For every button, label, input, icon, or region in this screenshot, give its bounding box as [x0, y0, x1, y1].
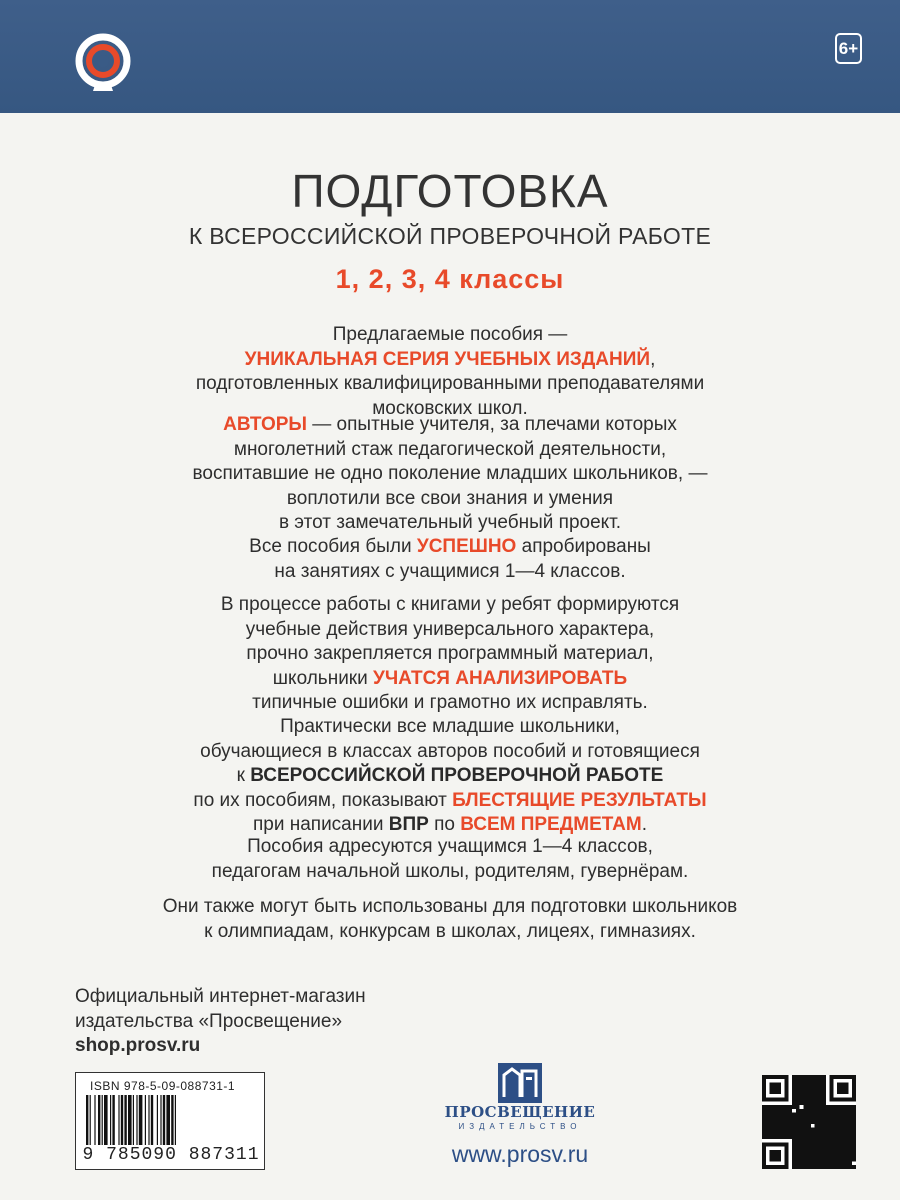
- text-line: воплотили все свои знания и умения: [286, 487, 614, 509]
- page-subtitle: К ВСЕРОССИЙСКОЙ ПРОВЕРОЧНОЙ РАБОТЕ: [188, 223, 712, 249]
- text-span: апробированы: [516, 536, 651, 557]
- isbn-label: ISBN 978-5-09-088731-1: [90, 1079, 236, 1093]
- text-span: ,: [650, 348, 656, 370]
- text-line: к олимпиадам, конкурсам в школах, лицеях, гимназиях.: [204, 920, 696, 942]
- prosveshchenie-logo-icon: [498, 1063, 542, 1103]
- text-line: Они также могут быть использованы для подготовки школьников: [162, 896, 738, 917]
- publisher-name: ПРОСВЕЩЕНИЕ: [444, 1103, 596, 1121]
- text-line: [0, 348, 900, 373]
- text-span: — опытные учителя, за плечами которых: [307, 414, 677, 435]
- text-line: [0, 413, 900, 438]
- barcode-bars: [84, 1095, 258, 1147]
- publisher-subtitle: ИЗДАТЕЛЬСТВО: [458, 1122, 582, 1131]
- page-title: ПОДГОТОВКА: [291, 165, 609, 217]
- barcode-number: 9 785090 887311: [82, 1145, 260, 1165]
- text-line: [0, 535, 900, 560]
- text-line: [0, 667, 900, 692]
- text-span: Все пособия были: [249, 536, 417, 557]
- text-line: [0, 764, 900, 789]
- qr-code-icon: [762, 1075, 856, 1169]
- age-rating-badge: 6+: [835, 33, 862, 64]
- bold-text: ВПР: [388, 814, 429, 835]
- paragraph-approved: [0, 535, 900, 584]
- paragraph-results: [0, 715, 900, 838]
- highlight-text: ВСЕМ ПРЕДМЕТАМ: [460, 814, 642, 835]
- grades-label: 1, 2, 3, 4 классы: [335, 264, 565, 294]
- text-line: в этот замечательный учебный проект.: [278, 512, 622, 533]
- text-line: [0, 789, 900, 814]
- highlight-text: УСПЕШНО: [416, 536, 517, 557]
- shop-line: издательства «Просвещение»: [75, 1010, 343, 1032]
- text-line: педагогам начальной школы, родителям, гувернёрам.: [211, 860, 689, 882]
- text-span: по: [428, 814, 461, 835]
- text-line: московских школ.: [372, 397, 528, 419]
- paragraph-authors: [0, 413, 900, 536]
- text-line: подготовленных квалифицированными преподавателями: [195, 373, 705, 394]
- text-line: обучающиеся в классах авторов пособий и готовящиеся: [200, 740, 700, 762]
- text-span: школьники: [272, 667, 374, 689]
- text-line: на занятиях с учащимися 1—4 классов.: [274, 560, 626, 582]
- text-span: по их пособиям, показывают: [193, 789, 453, 811]
- text-line: многолетний стаж педагогической деятельности,: [233, 438, 667, 460]
- barcode: [75, 1072, 265, 1170]
- text-line: учебные действия универсального характера,: [245, 618, 655, 640]
- text-line: Практически все младшие школьники,: [280, 716, 620, 737]
- paragraph-intro: [0, 323, 900, 421]
- publisher-url-link[interactable]: www.prosv.ru: [451, 1141, 589, 1167]
- text-span: к: [236, 765, 251, 786]
- shop-line: Официальный интернет-магазин: [75, 986, 366, 1007]
- header-bar: [0, 0, 900, 113]
- text-line: типичные ошибки и грамотно их исправлять.: [252, 692, 648, 713]
- paragraph-audience: [0, 835, 900, 884]
- highlight-text: БЛЕСТЯЩИЕ РЕЗУЛЬТАТЫ: [452, 789, 707, 811]
- highlight-text: УЧАТСЯ АНАЛИЗИРОВАТЬ: [373, 667, 628, 689]
- text-line: [0, 813, 900, 838]
- text-span: .: [641, 814, 648, 835]
- globe-logo-icon: [73, 31, 133, 99]
- highlight-text: АВТОРЫ: [223, 414, 307, 435]
- paragraph-olympiads: [0, 895, 900, 944]
- text-line: воспитавшие не одно поколение младших школьников, —: [192, 463, 708, 484]
- text-line: В процессе работы с книгами у ребят формируются: [220, 594, 680, 615]
- text-line: Пособия адресуются учащимся 1—4 классов,: [247, 836, 653, 857]
- text-line: прочно закрепляется программный материал,: [246, 643, 654, 664]
- paragraph-process: [0, 593, 900, 716]
- highlight-text: УНИКАЛЬНАЯ СЕРИЯ УЧЕБНЫХ ИЗДАНИЙ: [244, 348, 651, 370]
- shop-info: [75, 985, 366, 1059]
- text-line: Предлагаемые пособия —: [332, 324, 568, 345]
- bold-text: ВСЕРОССИЙСКОЙ ПРОВЕРОЧНОЙ РАБОТЕ: [250, 765, 664, 786]
- shop-url-link[interactable]: shop.prosv.ru: [75, 1035, 201, 1056]
- text-span: при написании: [252, 814, 389, 835]
